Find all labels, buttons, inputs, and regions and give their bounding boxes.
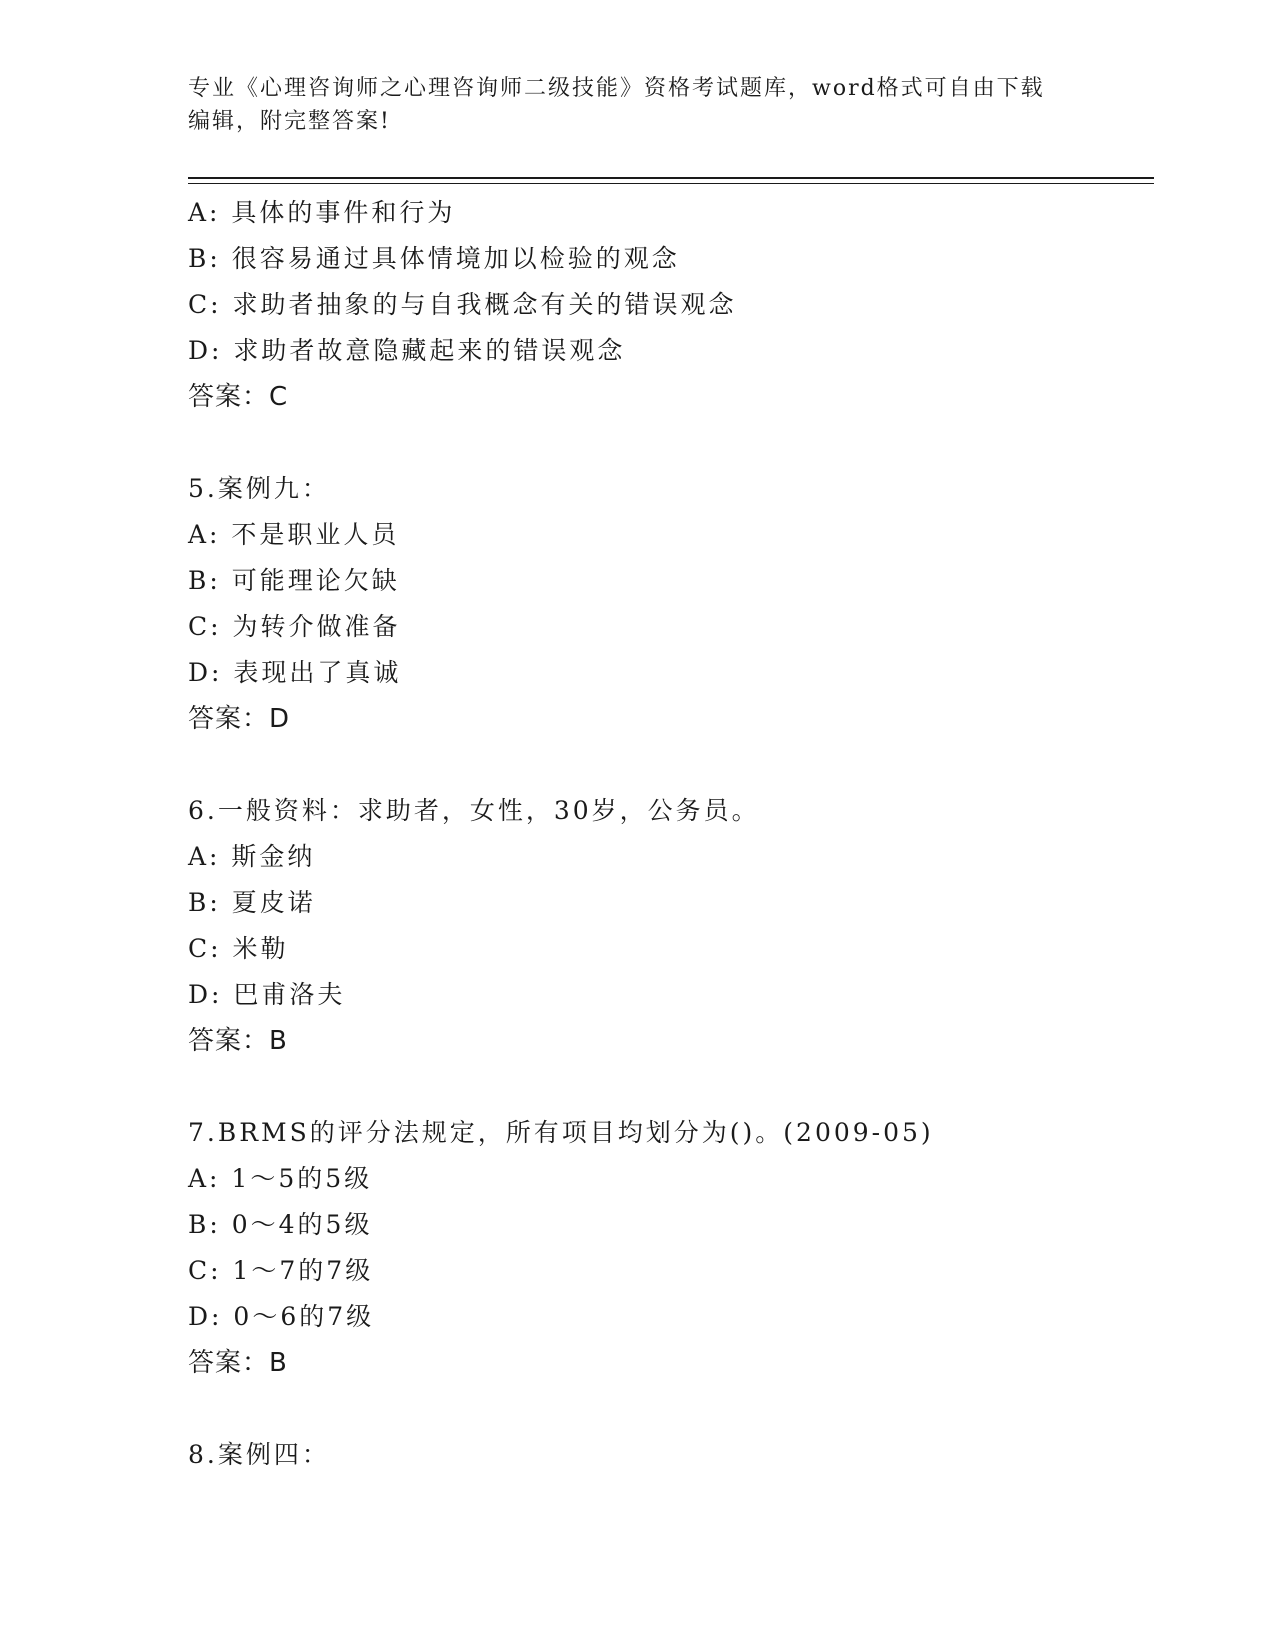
- option-c: C: 1～7的7级: [188, 1256, 374, 1285]
- header-line-1: 专业《心理咨询师之心理咨询师二级技能》资格考试题库，word格式可自由下载: [188, 76, 1045, 101]
- question-list: [188, 190, 1154, 1478]
- option-b: B: 很容易通过具体情境加以检验的观念: [188, 244, 680, 273]
- answer: 答案：B: [188, 1026, 288, 1056]
- option-c: C: 米勒: [188, 934, 289, 963]
- question-stem: 8.案例四：: [188, 1440, 330, 1469]
- answer: 答案：D: [188, 704, 291, 734]
- option-c: C: 求助者抽象的与自我概念有关的错误观念: [188, 290, 737, 319]
- header-line-2: 编辑，附完整答案!: [188, 109, 391, 134]
- option-b: B: 可能理论欠缺: [188, 566, 400, 595]
- spacer: [188, 1386, 1154, 1432]
- option-b: B: 0～4的5级: [188, 1210, 373, 1239]
- option-d: D: 表现出了真诚: [188, 658, 402, 687]
- option-d: D: 巴甫洛夫: [188, 980, 346, 1009]
- question-8: [188, 1432, 1154, 1478]
- document-header: [188, 72, 1088, 138]
- question-stem: 7.BRMS的评分法规定，所有项目均划分为()。(2009-05): [188, 1118, 934, 1147]
- option-a: A: 1～5的5级: [188, 1164, 373, 1193]
- option-b: B: 夏皮诺: [188, 888, 316, 917]
- question-4: [188, 190, 1154, 420]
- spacer: [188, 1064, 1154, 1110]
- header-rule-thin: [188, 183, 1154, 184]
- question-stem: 5.案例九：: [188, 474, 330, 503]
- question-7: [188, 1110, 1154, 1386]
- question-stem: 6.一般资料：求助者，女性，30岁，公务员。: [188, 796, 760, 825]
- spacer: [188, 420, 1154, 466]
- question-5: [188, 466, 1154, 742]
- option-a: A: 斯金纳: [188, 842, 316, 871]
- spacer: [188, 742, 1154, 788]
- question-6: [188, 788, 1154, 1064]
- option-a: A: 不是职业人员: [188, 520, 400, 549]
- answer: 答案：C: [188, 382, 289, 412]
- header-rule-thick: [188, 177, 1154, 179]
- answer: 答案：B: [188, 1348, 288, 1378]
- option-d: D: 0～6的7级: [188, 1302, 375, 1331]
- option-d: D: 求助者故意隐藏起来的错误观念: [188, 336, 626, 365]
- option-c: C: 为转介做准备: [188, 612, 401, 641]
- option-a: A: 具体的事件和行为: [188, 198, 456, 227]
